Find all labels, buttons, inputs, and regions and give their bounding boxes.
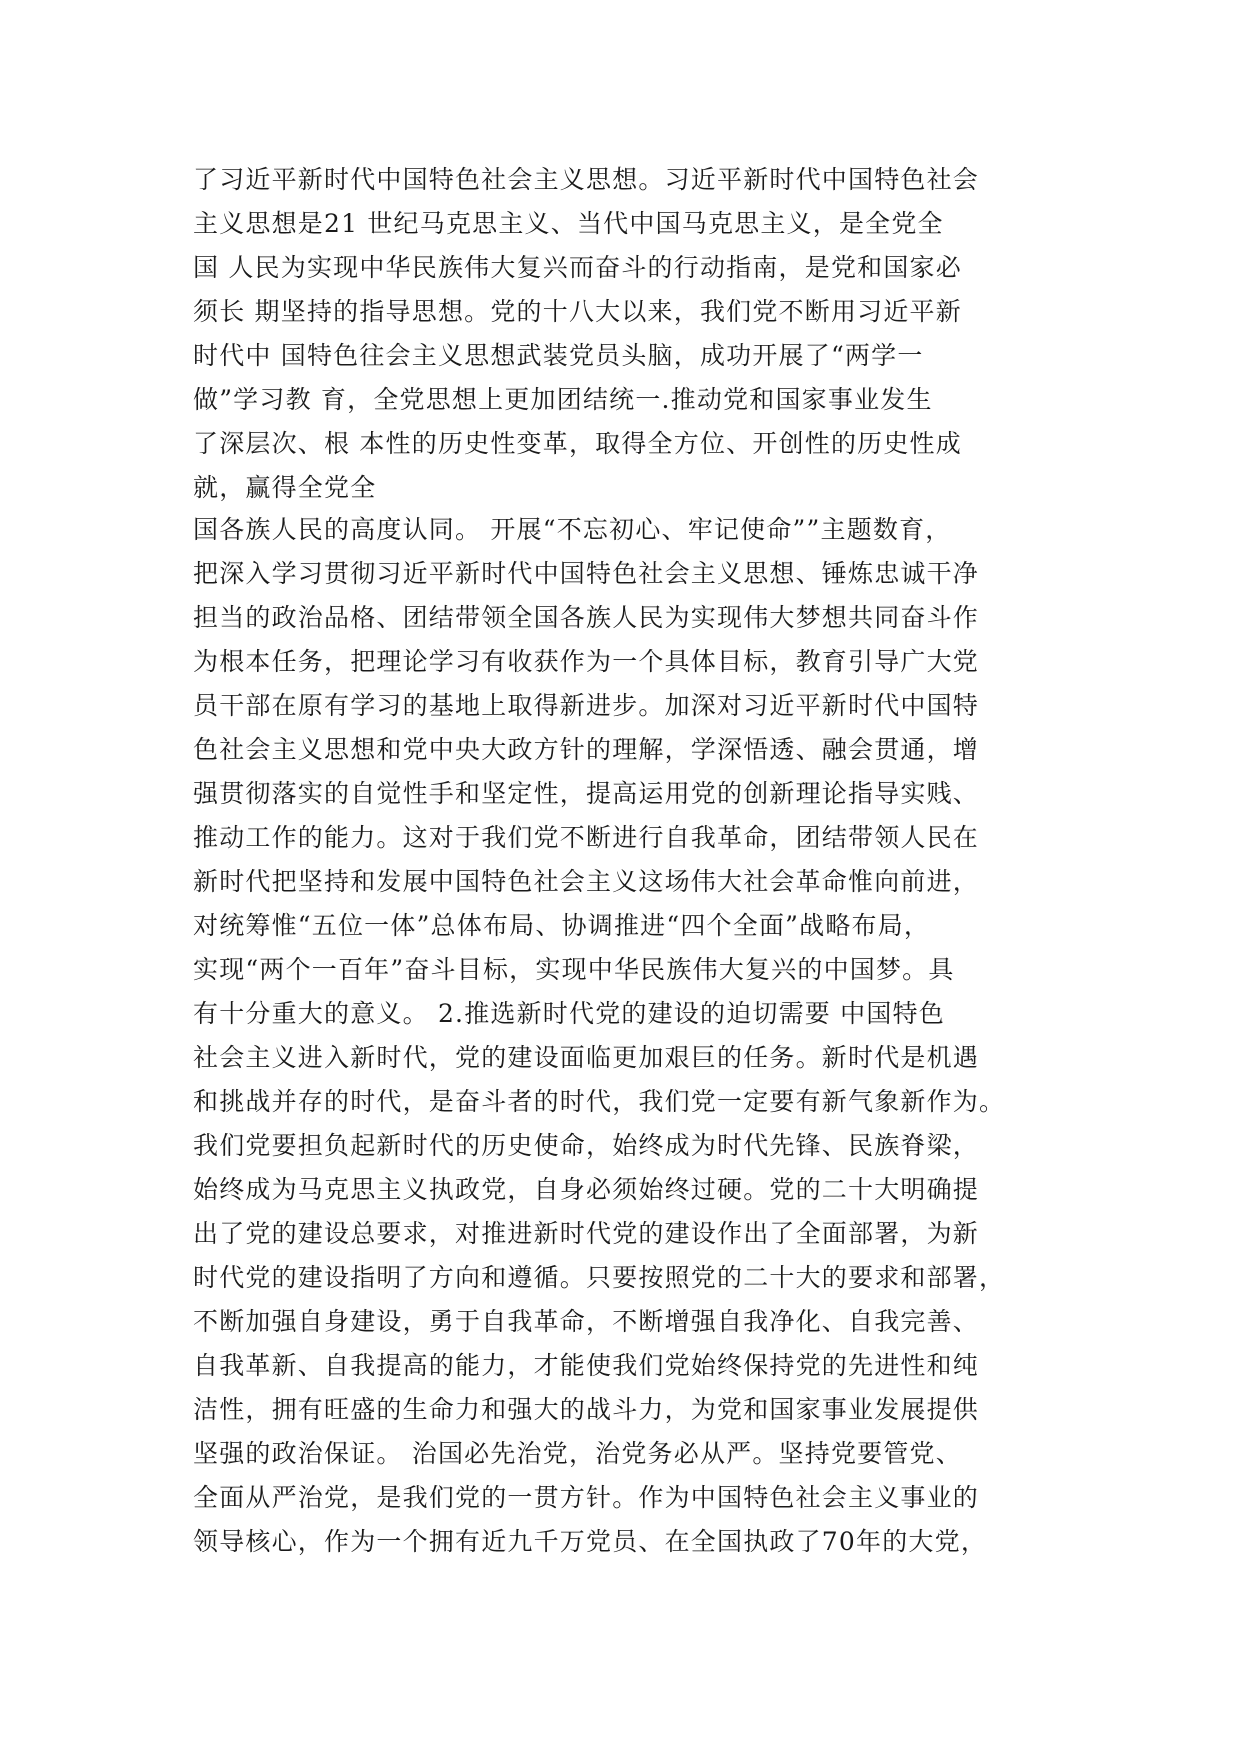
text-line: 对统筹惟“五位一体”总体布局、协调推进“四个全面”战略布局， bbox=[193, 911, 931, 940]
text-line: 始终成为马克思主义执政党，自身必须始终过硬。党的二十大明确提 bbox=[193, 1175, 980, 1204]
text-line: 就，赢得全党全 bbox=[193, 473, 377, 502]
text-line: 坚强的政治保证。 治国必先治党，治党务必从严。坚持党要管党、 bbox=[193, 1439, 962, 1468]
text-line: 新时代把坚持和发展中国特色社会主义这场伟大社会革命惟向前进， bbox=[193, 867, 980, 896]
text-line: 领导核心，作为一个拥有近九千万党员、在全国执政了70年的大党， bbox=[193, 1527, 988, 1556]
text-line: 色社会主义思想和党中央大政方针的理解，学深悟透、融会贯通，增 bbox=[193, 735, 980, 764]
text-line: 担当的政治品格、团结带领全国各族人民为实现伟大梦想共同奋斗作 bbox=[193, 603, 980, 632]
text-line: 了习近平新时代中国特色社会主义思想。习近平新时代中国特色社会 bbox=[193, 165, 980, 194]
text-line: 主义思想是21 世纪马克思主义、当代中国马克思主义，是全党全 bbox=[193, 209, 944, 238]
text-line: 做”学习教 育，全党思想上更加团结统一.推动党和国家事业发生 bbox=[193, 385, 933, 414]
text-line: 为根本任务，把理论学习有收获作为一个具体目标，教育引导广大党 bbox=[193, 647, 980, 676]
text-line: 出了党的建设总要求，对推进新时代党的建设作出了全面部署，为新 bbox=[193, 1219, 980, 1248]
text-line: 国 人民为实现中华民族伟大复兴而奋斗的行动指南，是党和国家必 bbox=[193, 253, 962, 282]
text-line: 不断加强自身建设，勇于自我革命，不断增强自我净化、自我完善、 bbox=[193, 1307, 980, 1336]
text-line: 推动工作的能力。这对于我们党不断进行自我革命，团结带领人民在 bbox=[193, 823, 980, 852]
text-line: 员干部在原有学习的基地上取得新进步。加深对习近平新时代中国特 bbox=[193, 691, 980, 720]
text-line: 我们党要担负起新时代的历史使命，始终成为时代先锋、民族脊梁， bbox=[193, 1131, 980, 1160]
text-line: 和挑战并存的时代，是奋斗者的时代，我们党一定要有新气象新作为。 bbox=[193, 1087, 1006, 1116]
text-line: 社会主义进入新时代，党的建设面临更加艰巨的任务。新时代是机遇 bbox=[193, 1043, 980, 1072]
text-line: 时代党的建设指明了方向和遵循。只要按照党的二十大的要求和部署， bbox=[193, 1263, 1006, 1292]
text-line: 洁性，拥有旺盛的生命力和强大的战斗力，为党和国家事业发展提供 bbox=[193, 1395, 980, 1424]
text-line: 实现“两个一百年”奋斗目标，实现中华民族伟大复兴的中国梦。具 bbox=[193, 955, 955, 984]
text-line: 强贯彻落实的自觉性手和坚定性，提高运用党的创新理论指导实贱、 bbox=[193, 779, 980, 808]
text-line: 自我革新、自我提高的能力，才能使我们党始终保持党的先进性和纯 bbox=[193, 1351, 980, 1380]
text-line: 把深入学习贯彻习近平新时代中国特色社会主义思想、锤炼忠诚干净 bbox=[193, 559, 980, 588]
text-line: 了深层次、根 本性的历史性变革，取得全方位、开创性的历史性成 bbox=[193, 429, 962, 458]
text-line: 有十分重大的意义。 2.推选新时代党的建设的迫切需要 中国特色 bbox=[193, 999, 945, 1028]
text-line: 国各族人民的高度认同。 开展“不忘初心、牢记使命””主题数育， bbox=[193, 515, 952, 544]
text-line: 全面从严治党，是我们党的一贯方针。作为中国特色社会主义事业的 bbox=[193, 1483, 980, 1512]
text-line: 须长 期坚持的指导思想。党的十八大以来，我们党不断用习近平新 bbox=[193, 297, 962, 326]
text-line: 时代中 国特色往会主义思想武装党员头脑，成功开展了“两学一 bbox=[193, 341, 924, 370]
